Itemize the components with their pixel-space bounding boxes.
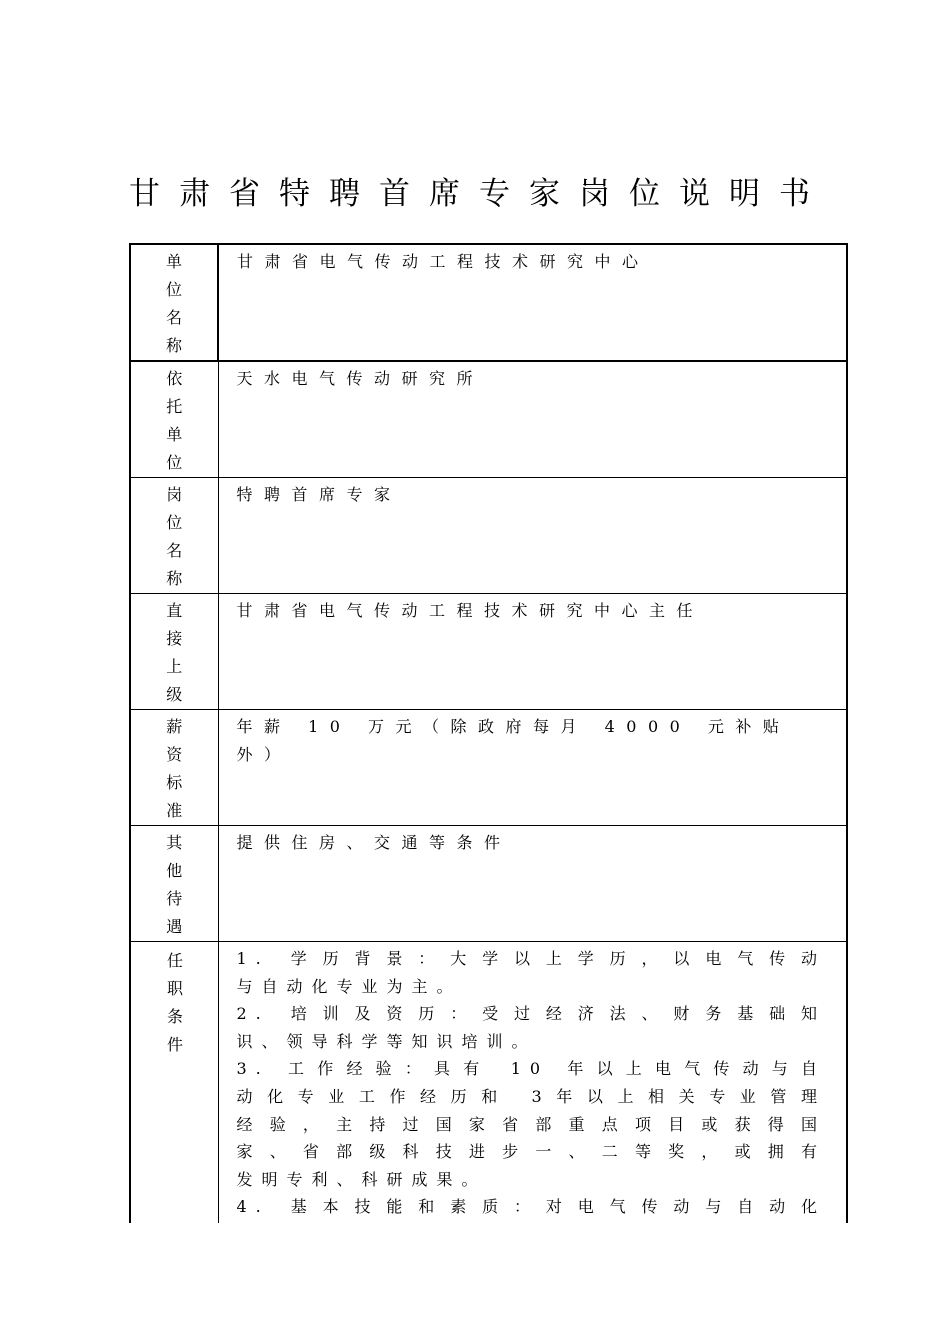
row-label-position-name (130, 478, 218, 594)
label-char: 遇 (166, 917, 183, 936)
row-label-other-benefits (130, 826, 218, 942)
label-char: 位 (166, 453, 183, 472)
row-value-unit-name: 甘肃省电气传动工程技术研究中心 (218, 244, 847, 361)
label-char: 单 (165, 252, 182, 271)
requirement-line: 经验，主持过国家省部重点项目或获得国 (236, 1114, 826, 1134)
label-char: 条 (167, 1007, 184, 1026)
document-title: 甘肃省特聘首席专家岗位说明书 (129, 176, 829, 212)
label-char: 级 (166, 685, 183, 704)
table-row (130, 478, 847, 594)
label-char: 职 (167, 979, 184, 998)
row-value-position-name: 特聘首席专家 (218, 478, 847, 594)
requirement-line: 4. 基本技能和素质：对电气传动与自动化 (236, 1197, 826, 1217)
row-label-unit-name (130, 244, 218, 361)
label-char: 名 (166, 541, 183, 560)
label-char: 称 (166, 569, 183, 588)
table-row (130, 710, 847, 826)
requirement-line: 家、省部级科技进步一、二等奖，或拥有 (236, 1142, 826, 1162)
requirement-line: 识、领导科学等知识培训。 (236, 1031, 537, 1051)
row-value-host-unit: 天水电气传动研究所 (218, 361, 847, 478)
label-char: 上 (166, 657, 183, 676)
label-char: 薪 (166, 717, 183, 736)
label-char: 资 (166, 745, 183, 764)
row-label-supervisor (130, 594, 218, 710)
row-label-requirements (130, 942, 218, 1224)
table-row (130, 244, 847, 361)
table-row (130, 826, 847, 942)
requirement-line: 发明专利、科研成果。 (236, 1169, 487, 1189)
label-char: 任 (167, 951, 184, 970)
requirement-line: 与自动化专业为主。 (236, 976, 462, 996)
job-description-table (129, 243, 848, 1223)
label-char: 他 (166, 861, 183, 880)
label-char: 依 (166, 369, 183, 388)
row-label-salary (130, 710, 218, 826)
label-char: 单 (166, 425, 183, 444)
label-char: 名 (165, 308, 182, 327)
table-row (130, 361, 847, 478)
label-char: 称 (165, 336, 182, 355)
row-value-other-benefits: 提供住房、交通等条件 (218, 826, 847, 942)
label-char: 位 (166, 513, 183, 532)
label-char: 标 (166, 773, 183, 792)
requirement-line: 1. 学历背景：大学以上学历，以电气传动 (236, 949, 826, 968)
row-value-requirements (218, 942, 847, 1224)
label-char: 托 (166, 397, 183, 416)
row-label-host-unit (130, 361, 218, 478)
label-char: 件 (167, 1035, 184, 1054)
label-char: 其 (166, 833, 183, 852)
requirement-line: 2. 培训及资历：受过经济法、财务基础知 (236, 1004, 826, 1024)
table-row (130, 594, 847, 710)
row-value-supervisor: 甘肃省电气传动工程技术研究中心主任 (218, 594, 847, 710)
table-row (130, 942, 847, 1224)
label-char: 岗 (166, 485, 183, 504)
requirement-line: 动化专业工作经历和 3年以上相关专业管理 (236, 1086, 826, 1106)
requirement-line: 3. 工作经验：具有 10 年以上电气传动与自 (236, 1059, 826, 1079)
label-char: 准 (166, 801, 183, 820)
label-char: 接 (166, 629, 183, 648)
label-char: 直 (166, 601, 183, 620)
row-value-salary: 年薪 10 万元（除政府每月 4000 元补贴外） (218, 710, 847, 826)
label-char: 位 (165, 280, 182, 299)
label-char: 待 (166, 889, 183, 908)
